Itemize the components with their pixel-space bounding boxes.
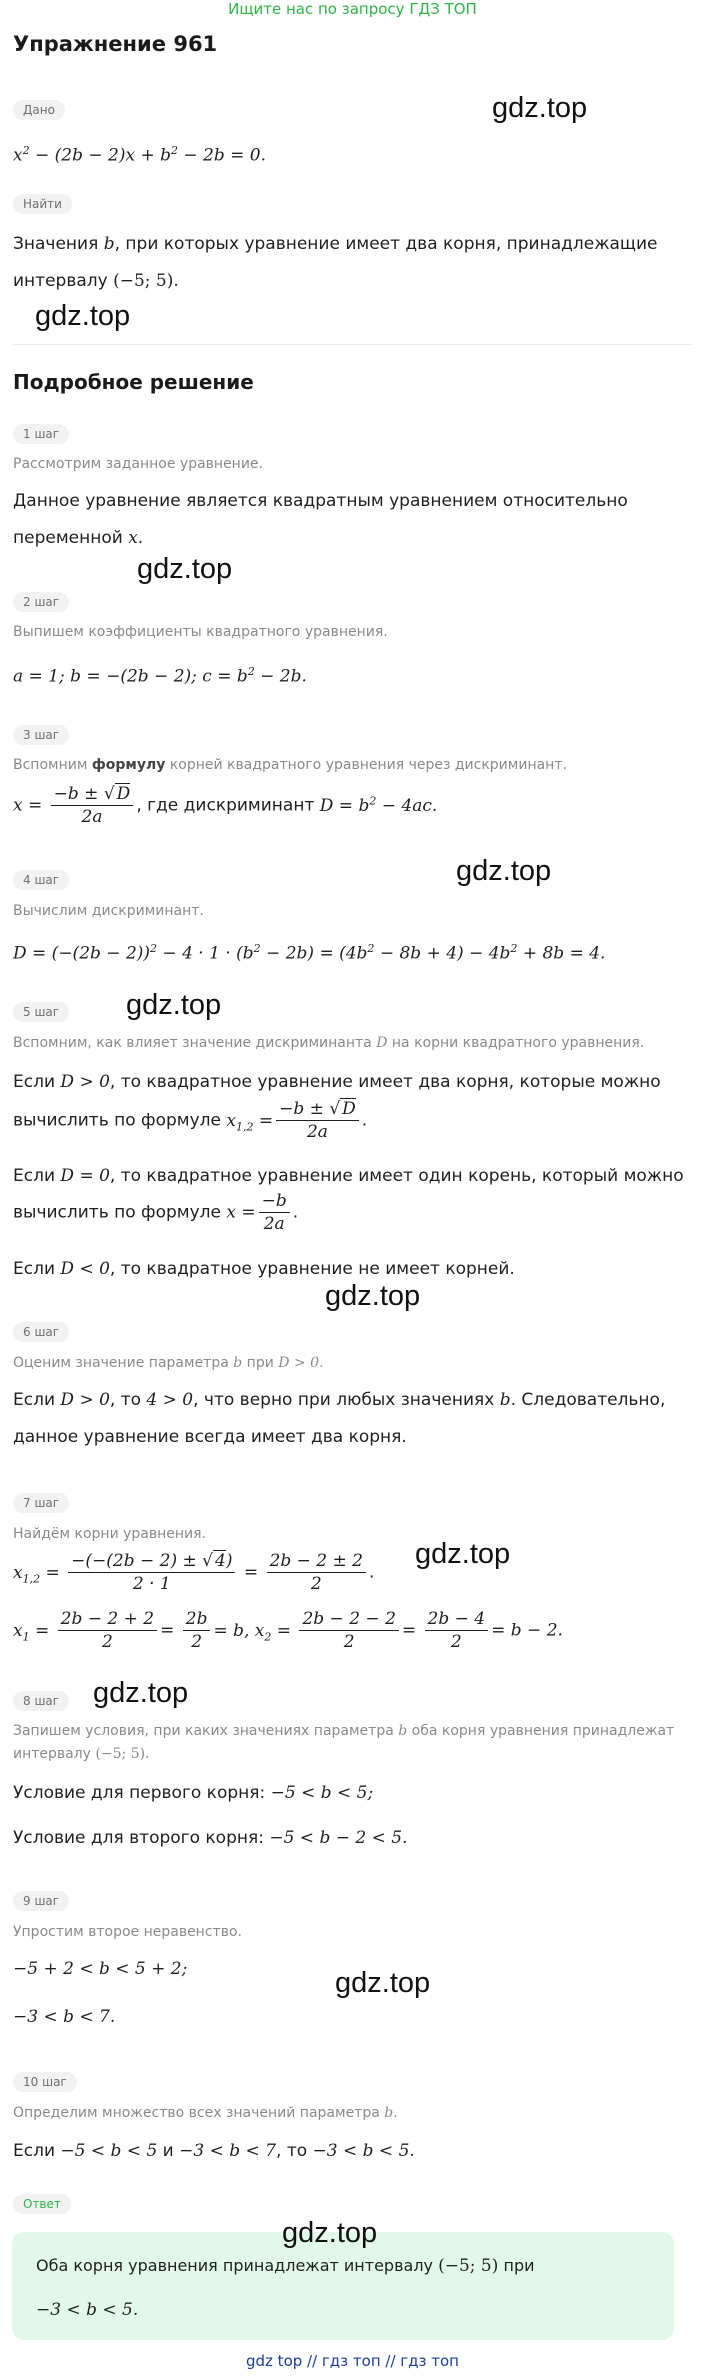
watermark: gdz.top xyxy=(137,553,233,585)
step-text: Если −5 < b < 5 и −3 < b < 7, то −3 < b < 5. xyxy=(13,2141,415,2161)
find-line-2: интервалу (−5; 5). xyxy=(13,271,179,291)
step-badge: 9 шаг xyxy=(13,1890,69,1911)
step-formula: −3 < b < 7. xyxy=(13,2007,116,2027)
step-formula: $x_1$ = $\frac{2b - 2 + 2}{2}$ = $\frac{2b}{2}$ = b, $x_2$ = $\frac{2b - 2 - 2}{2}$ = $\frac{2b - 4}{2}$ = b − 2. xyxy=(13,1609,563,1652)
watermark: gdz.top xyxy=(325,1280,421,1312)
step-text: Если D > 0, то 4 > 0, что верно при любых значениях b. Следовательно, xyxy=(13,1390,666,1410)
step-badge: 7 шаг xyxy=(13,1492,69,1513)
step-badge: 2 шаг xyxy=(13,591,69,612)
step-text: вычислить по формуле x = $\frac{-b}{2a}$ . xyxy=(13,1191,299,1234)
step-formula: −5 + 2 < b < 5 + 2; xyxy=(13,1959,188,1979)
footer-links[interactable]: gdz top // гдз топ // гдз топ xyxy=(246,2352,459,2370)
watermark: gdz.top xyxy=(492,92,588,124)
step-badge: 3 шаг xyxy=(13,724,69,745)
solution-title: Подробное решение xyxy=(13,370,254,394)
step-formula: $x_{1,2}$ = $\frac{-(-(2b - 2) \pm √ 4)}{2 \cdot 1}$ = $\frac{2b - 2 \pm 2}{2}$ . xyxy=(13,1551,375,1594)
answer-badge: Ответ xyxy=(13,2193,71,2214)
step-badge: 6 шаг xyxy=(13,1321,69,1342)
step-formula: x = $\frac{-b \pm √ D}{2a}$ , где дискриминант $D = b^2 - 4ac$. xyxy=(13,784,438,827)
watermark: gdz.top xyxy=(35,300,131,332)
step-text: Если D > 0, то квадратное уравнение имеет два корня, которые можно xyxy=(13,1072,661,1092)
step-text: Если D < 0, то квадратное уравнение не имеет корней. xyxy=(13,1259,515,1279)
answer-text: Оба корня уравнения принадлежат интервалу (−5; 5) при xyxy=(36,2256,535,2276)
watermark: gdz.top xyxy=(126,989,222,1021)
given-badge: Дано xyxy=(13,99,65,120)
step-note: Вспомним формулу корней квадратного уравнения через дискриминант. xyxy=(13,757,567,773)
step-text: переменной x. xyxy=(13,528,144,548)
find-line-1: Значения b, при которых уравнение имеет два корня, принадлежащие xyxy=(13,234,658,254)
step-note: Найдём корни уравнения. xyxy=(13,1526,207,1542)
page-title: Упражнение 961 xyxy=(13,32,218,56)
step-formula: $D = (-(2b - 2))^2 - 4 \cdot 1 \cdot (b^2 - 2b) = (4b^2 - 8b + 4) - 4b^2 + 8b = 4$. xyxy=(13,942,606,964)
step-badge: 5 шаг xyxy=(13,1001,69,1022)
step-note: Запишем условия, при каких значениях параметра b оба корня уравнения принадлежат xyxy=(13,1723,675,1739)
step-badge: 1 шаг xyxy=(13,423,69,444)
watermark: gdz.top xyxy=(335,1967,431,1999)
divider xyxy=(13,344,693,345)
step-formula: a = 1; b = −(2b − 2); $c = b^2 - 2b$. xyxy=(13,665,307,687)
step-text: данное уравнение всегда имеет два корня. xyxy=(13,1427,407,1447)
step-text: Данное уравнение является квадратным уравнением относительно xyxy=(13,491,628,511)
step-badge: 8 шаг xyxy=(13,1690,69,1711)
step-text: Если D = 0, то квадратное уравнение имеет один корень, который можно xyxy=(13,1166,684,1186)
step-text: Условие для первого корня: −5 < b < 5; xyxy=(13,1783,374,1803)
step-note: Вспомним, как влияет значение дискриминанта D на корни квадратного уравнения. xyxy=(13,1035,645,1051)
step-badge: 10 шаг xyxy=(13,2071,77,2092)
step-note: Упростим второе неравенство. xyxy=(13,1924,242,1940)
step-text: Условие для второго корня: −5 < b − 2 < 5. xyxy=(13,1828,408,1848)
watermark: gdz.top xyxy=(282,2217,378,2249)
top-banner: Ищите нас по запросу ГДЗ ТОП xyxy=(228,0,477,18)
watermark: gdz.top xyxy=(456,855,552,887)
given-equation: $x^2 - (2b - 2)x + b^2 - 2b = 0$. xyxy=(13,144,267,166)
step-note: Выпишем коэффициенты квадратного уравнения. xyxy=(13,624,388,640)
find-badge: Найти xyxy=(13,193,72,214)
watermark: gdz.top xyxy=(415,1538,511,1570)
watermark: gdz.top xyxy=(93,1677,189,1709)
step-note: интервалу (−5; 5). xyxy=(13,1746,150,1762)
step-note: Рассмотрим заданное уравнение. xyxy=(13,456,263,472)
answer-formula: −3 < b < 5. xyxy=(36,2300,139,2320)
step-note: Вычислим дискриминант. xyxy=(13,903,204,919)
step-note: Оценим значение параметра b при D > 0. xyxy=(13,1355,324,1371)
step-badge: 4 шаг xyxy=(13,869,69,890)
step-text: вычислить по формуле $x_{1,2}$ = $\frac{-b \pm √ D}{2a}$ . xyxy=(13,1099,368,1142)
step-note: Определим множество всех значений параметра b. xyxy=(13,2105,398,2121)
